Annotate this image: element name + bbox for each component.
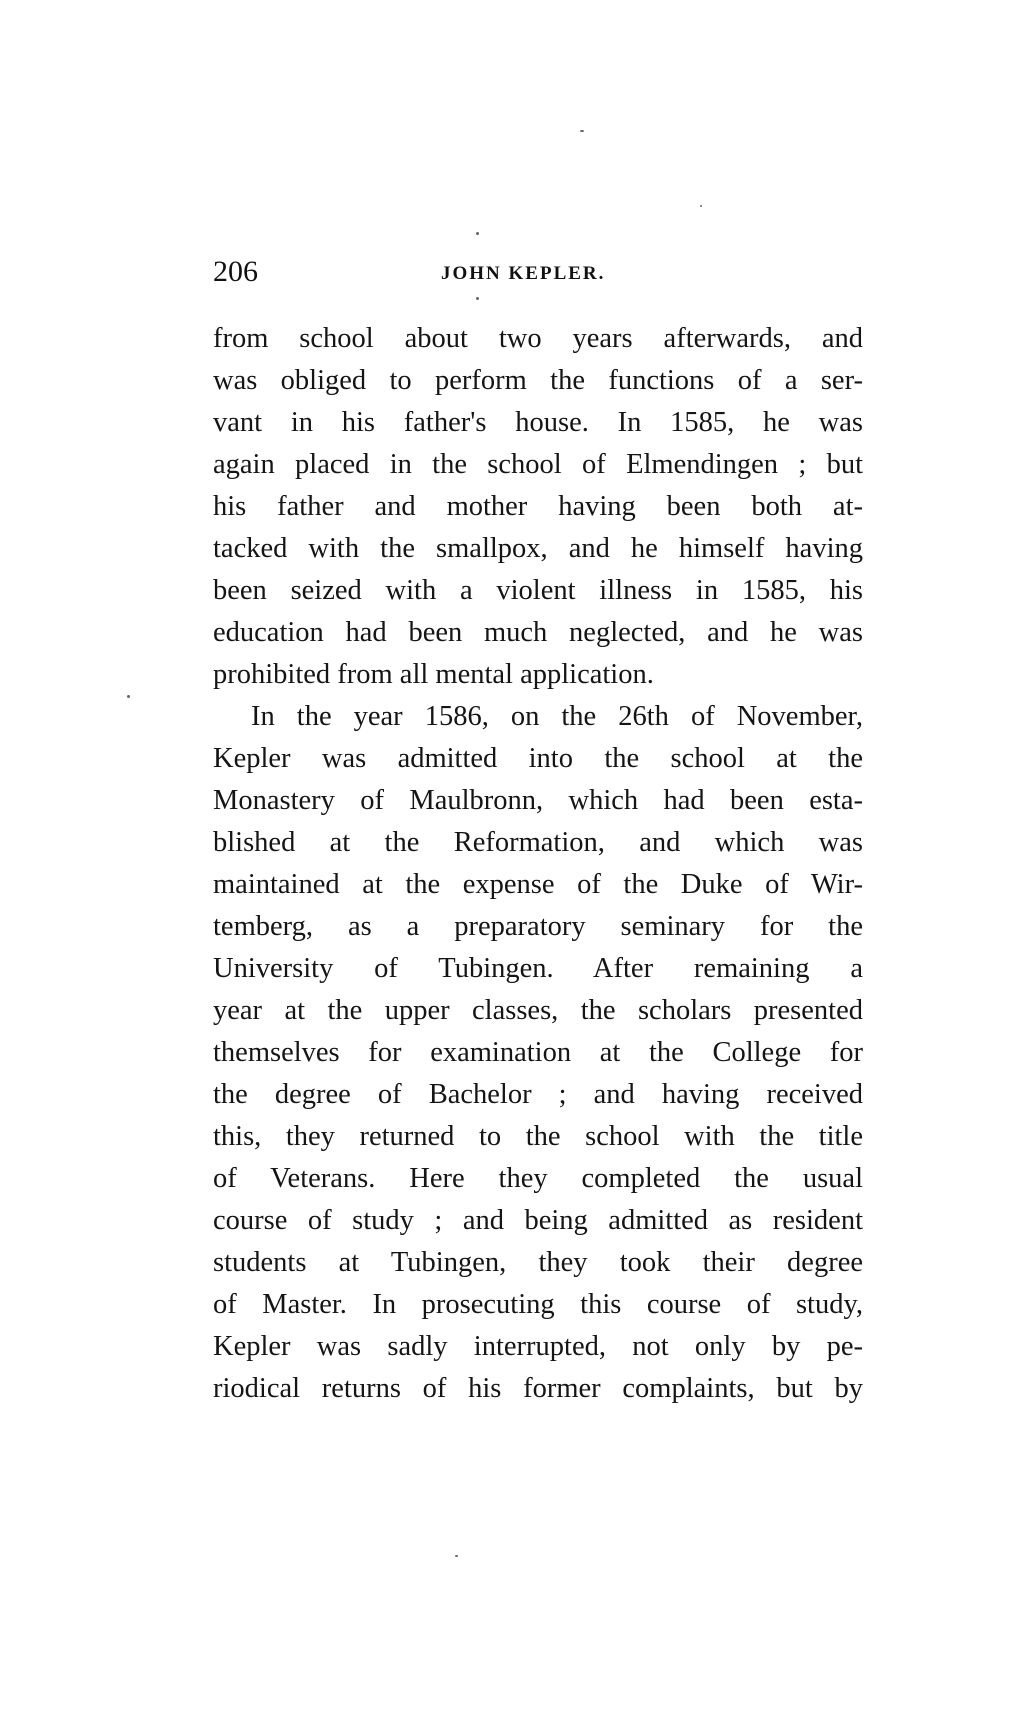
text-line: was obliged to perform the functions of a ser- bbox=[213, 365, 863, 396]
text-line: temberg, as a preparatory seminary for the bbox=[213, 911, 863, 942]
paragraph bbox=[213, 696, 863, 1410]
page-number: 206 bbox=[213, 255, 258, 288]
ink-speck bbox=[476, 297, 479, 300]
text-line: of Master. In prosecuting this course of study, bbox=[213, 1289, 863, 1320]
text-line: maintained at the expense of the Duke of Wir- bbox=[213, 869, 863, 900]
text-line: Kepler was admitted into the school at the bbox=[213, 743, 863, 774]
ink-speck bbox=[476, 232, 479, 235]
text-line: course of study ; and being admitted as resident bbox=[213, 1205, 863, 1236]
text-line: year at the upper classes, the scholars presented bbox=[213, 995, 863, 1026]
text-line: the degree of Bachelor ; and having received bbox=[213, 1079, 863, 1110]
text-line: vant in his father's house. In 1585, he was bbox=[213, 407, 863, 438]
ink-speck bbox=[455, 1555, 458, 1557]
ink-speck bbox=[700, 205, 702, 207]
text-line: students at Tubingen, they took their degree bbox=[213, 1247, 863, 1278]
body-text bbox=[213, 318, 863, 1410]
text-line: of Veterans. Here they completed the usual bbox=[213, 1163, 863, 1194]
ink-speck bbox=[127, 695, 130, 698]
text-line: Monastery of Maulbronn, which had been esta- bbox=[213, 785, 863, 816]
text-line: riodical returns of his former complaints, but by bbox=[213, 1373, 863, 1404]
text-line: Kepler was sadly interrupted, not only by pe- bbox=[213, 1331, 863, 1362]
ink-speck bbox=[580, 130, 584, 132]
text-line: again placed in the school of Elmendingen ; but bbox=[213, 449, 863, 480]
text-line: from school about two years afterwards, and bbox=[213, 323, 863, 354]
paragraph bbox=[213, 318, 863, 696]
text-line: this, they returned to the school with the title bbox=[213, 1121, 863, 1152]
text-line: prohibited from all mental application. bbox=[213, 659, 654, 690]
page-header bbox=[213, 252, 863, 292]
text-line: tacked with the smallpox, and he himself having bbox=[213, 533, 863, 564]
text-line: In the year 1586, on the 26th of November, bbox=[251, 701, 863, 732]
text-line: been seized with a violent illness in 1585, his bbox=[213, 575, 863, 606]
text-line: his father and mother having been both at- bbox=[213, 491, 863, 522]
text-line: education had been much neglected, and he was bbox=[213, 617, 863, 648]
text-line: blished at the Reformation, and which was bbox=[213, 827, 863, 858]
text-line: University of Tubingen. After remaining a bbox=[213, 953, 863, 984]
text-line: themselves for examination at the College for bbox=[213, 1037, 863, 1068]
running-head: JOHN KEPLER. bbox=[441, 263, 606, 284]
